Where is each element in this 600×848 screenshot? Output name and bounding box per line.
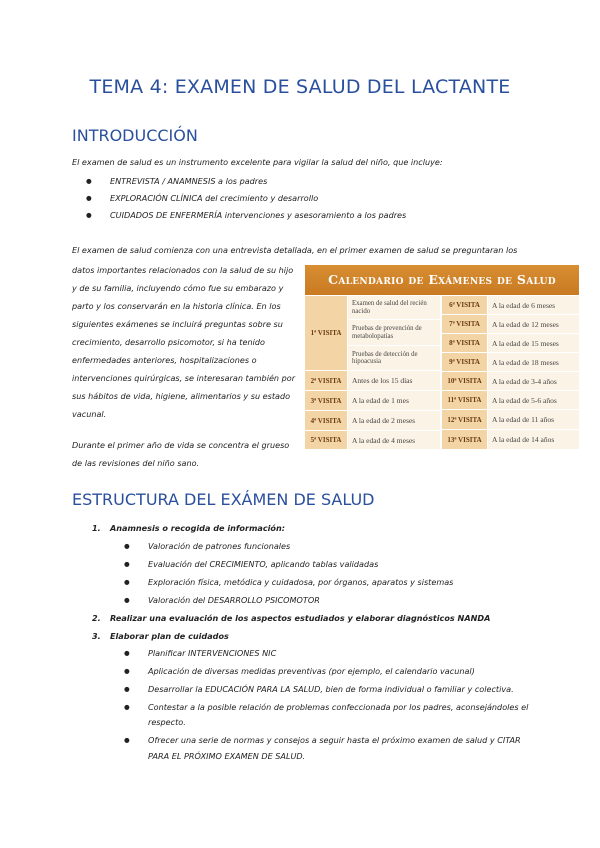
intro-heading: INTRODUCCIÓN (72, 126, 198, 145)
visit-text: A la edad de 12 meses (488, 315, 579, 333)
para-line: y de su familia, incluyendo cómo fue su embarazo y (72, 283, 284, 293)
section-label: Elaborar plan de cuidados (110, 631, 229, 641)
visit-label: 7ª VISITA (442, 315, 487, 333)
visit-label: 11ª VISITA (442, 391, 487, 409)
list-item: ● Exploración física, metódica y cuidadosa, por órganos, aparatos y sistemas (148, 577, 453, 587)
visit-text: A la edad de 4 meses (348, 431, 440, 449)
visit-label: 3ª VISITA (305, 391, 347, 410)
visit-text: A la edad de 3-4 años (488, 372, 579, 390)
list-item: ● Valoración de patrones funcionales (148, 541, 290, 551)
visit-text: A la edad de 5-6 años (488, 391, 579, 409)
para-line: datos importantes relacionados con la salud de su hijo (72, 265, 294, 275)
visit-label: 8ª VISITA (442, 334, 487, 352)
para-line: siguientes exámenes se incluirá preguntas sobre su (72, 319, 283, 329)
visit-text: Pruebas de detección de hipoacusia (348, 346, 440, 370)
visit-text: A la edad de 11 años (488, 410, 579, 429)
bullet-rest: a los padres (215, 176, 268, 186)
visit-text: A la edad de 2 meses (348, 411, 440, 430)
visit-label: 12ª VISITA (442, 410, 487, 429)
para-line: El examen de salud comienza con una entrevista detallada, en el primer examen de salud se preguntaran los (72, 245, 518, 255)
list-item: ● Aplicación de diversas medidas preventivas (por ejemplo, el calendario vacunal) (148, 666, 475, 676)
list-item: ● Ofrecer una serie de normas y consejos a seguir hasta el próximo examen de salud y CITAR (148, 735, 521, 745)
list-item: ● Evaluación del CRECIMIENTO, aplicando tablas validadas (148, 559, 378, 569)
bullet-rest: intervenciones y asesoramiento a los padres (222, 210, 407, 220)
section-label: Anamnesis o recogida de información: (110, 523, 285, 533)
intro-bullet (110, 176, 267, 186)
para-line: Durante el primer año de vida se concentra el grueso (72, 440, 290, 450)
structure-heading: ESTRUCTURA DEL EXÁMEN DE SALUD (72, 490, 375, 509)
intro-lead: El examen de salud es un instrumento excelente para vigilar la salud del niño, que incluye: (72, 157, 443, 167)
visit-label: 13ª VISITA (442, 430, 487, 449)
visit-label: 1ª VISITA (305, 296, 347, 370)
visit-text: A la edad de 1 mes (348, 391, 440, 410)
visit-text: Pruebas de prevención de metabolopatías (348, 320, 440, 345)
list-item-cont: PARA EL PRÓXIMO EXAMEN DE SALUD. (148, 751, 306, 761)
intro-bullet (110, 210, 406, 220)
visit-label: 4ª VISITA (305, 411, 347, 430)
visit-label: 9ª VISITA (442, 353, 487, 371)
bullet-caps: ENTREVISTA / ANAMNESIS (110, 176, 216, 186)
page-title: TEMA 4: EXAMEN DE SALUD DEL LACTANTE (89, 76, 511, 98)
section-label: Realizar una evaluación de los aspectos estudiados y elaborar diagnósticos NANDA (110, 613, 491, 623)
para-line: de las revisiones del niño sano. (72, 458, 200, 468)
bullet-caps: EXPLORACIÓN CLÍNICA (110, 193, 203, 203)
list-number: 3. (92, 631, 101, 641)
list-item: ● Valoración del DESARROLLO PSICOMOTOR (148, 595, 320, 605)
visit-text: Examen de salud del recién nacido (348, 296, 440, 319)
calendar-table (305, 265, 579, 449)
visit-label: 6ª VISITA (442, 296, 487, 314)
visit-text: A la edad de 14 años (488, 430, 579, 449)
intro-bullet (110, 193, 318, 203)
list-item: ● Planificar INTERVENCIONES NIC (148, 648, 276, 658)
list-number: 2. (92, 613, 101, 623)
list-number: 1. (92, 523, 101, 533)
visit-text: A la edad de 15 meses (488, 334, 579, 352)
list-item: ● Contestar a la posible relación de problemas confeccionada por los padres, aconsejándoles el (148, 702, 528, 712)
para-line: intervenciones quirúrgicas, se interesaran también por (72, 373, 296, 383)
bullet-caps: CUIDADOS DE ENFERMERÍA (110, 210, 223, 220)
visit-label: 2ª VISITA (305, 371, 347, 390)
para-line: enfermedades anteriores, hospitalizaciones o (72, 355, 257, 365)
visit-label: 5ª VISITA (305, 431, 347, 449)
para-line: sus hábitos de vida, higiene, alimentarios y su estado (72, 391, 291, 401)
list-item-cont: respecto. (148, 717, 186, 727)
list-item: ● Desarrollar la EDUCACIÓN PARA LA SALUD, bien de forma individual o familiar y colectiva. (148, 684, 514, 694)
para-line: vacunal. (72, 409, 107, 419)
para-line: crecimiento, desarrollo psicomotor, si ha tenido (72, 337, 265, 347)
bullet-rest: del crecimiento y desarrollo (202, 193, 319, 203)
calendar-header: Calendario de Exámenes de Salud (305, 265, 579, 295)
visit-text: A la edad de 18 meses (488, 353, 579, 371)
visit-label: 10ª VISITA (442, 372, 487, 390)
visit-text: Antes de los 15 días (348, 371, 440, 390)
visit-text: A la edad de 6 meses (488, 296, 579, 314)
para-line: parto y los conservarán en la historia clínica. En los (72, 301, 281, 311)
